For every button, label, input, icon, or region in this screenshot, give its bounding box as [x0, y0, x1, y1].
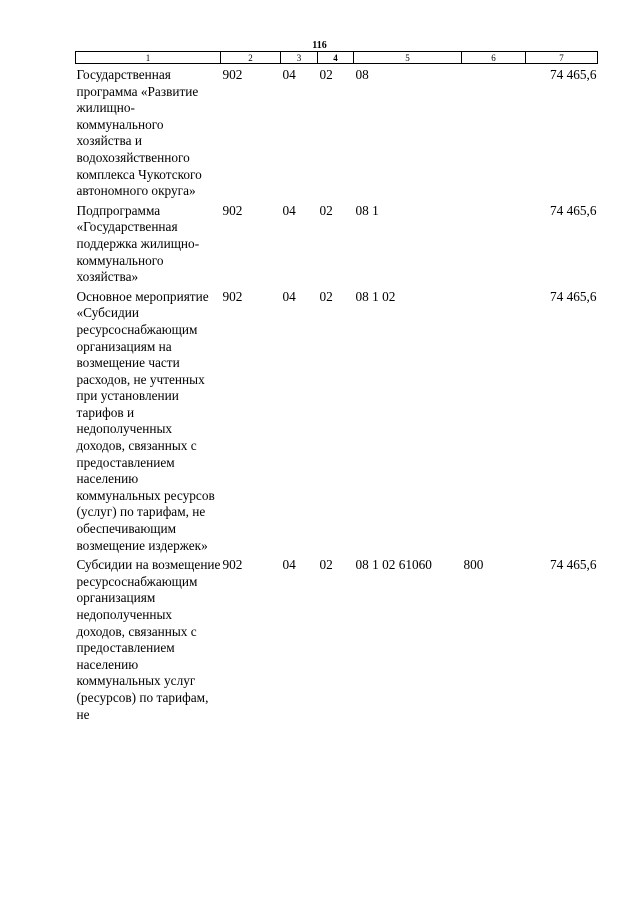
row-code-2: 902 [222, 557, 243, 573]
row-code-6 [462, 286, 526, 555]
table-row [76, 286, 598, 555]
row-amount: 74 465,6 [549, 288, 597, 304]
row-amount: 74 465,6 [549, 202, 597, 218]
row-name: Субсидии на возмещение ресурсоснабжающим организациям недополученных доходов, связанных с предоставлением населению коммунальных услуг (ресурсов) по тарифам, не [76, 557, 221, 722]
row-code-5: 08 1 02 61060 [355, 557, 432, 573]
row-code-3: 04 [282, 288, 296, 304]
row-code-4: 02 [319, 202, 333, 218]
table-row [76, 200, 598, 286]
column-header-6: 6 [462, 52, 526, 64]
row-name: Основное мероприятие «Субсидии ресурсоснабжающим организациям на возмещение части расходов, не учтенных при установлении тарифов и недополученных доходов, связанных с предоставлением населению коммунальных ресурсов (услуг) по тарифам, не обеспечивающим возмещение издержек» [76, 288, 215, 553]
row-code-5: 08 1 [355, 202, 379, 218]
row-code-2: 902 [222, 288, 243, 304]
row-code-3: 04 [282, 557, 296, 573]
row-code-4: 02 [319, 67, 333, 82]
table-row [76, 554, 598, 723]
row-code-4: 02 [319, 288, 333, 304]
row-name: Государственная программа «Развитие жилищно-коммунального хозяйства и водохозяйственного комплекса Чукотского автономного округа» [76, 67, 202, 199]
row-code-6 [462, 200, 526, 286]
row-code-4: 02 [319, 557, 333, 573]
row-code-6: 800 [463, 557, 484, 573]
budget-table [75, 51, 598, 723]
row-code-3: 04 [282, 202, 296, 218]
table-row [76, 64, 598, 200]
column-header-4: 4 [318, 52, 354, 64]
table-header-row [76, 52, 598, 64]
row-code-3: 04 [282, 67, 296, 82]
row-code-6 [462, 64, 526, 200]
column-header-5: 5 [354, 52, 462, 64]
row-code-5: 08 1 02 [355, 288, 396, 304]
column-header-7: 7 [526, 52, 598, 64]
row-name: Подпрограмма «Государственная поддержка жилищно-коммунального хозяйства» [76, 202, 200, 285]
row-code-2: 902 [222, 67, 243, 82]
column-header-3: 3 [281, 52, 318, 64]
row-amount: 74 465,6 [549, 557, 597, 573]
page-number: 116 [312, 40, 327, 51]
row-code-5: 08 [355, 67, 369, 82]
column-header-1: 1 [76, 52, 221, 64]
row-amount: 74 465,6 [549, 67, 597, 82]
row-code-2: 902 [222, 202, 243, 218]
column-header-2: 2 [221, 52, 281, 64]
